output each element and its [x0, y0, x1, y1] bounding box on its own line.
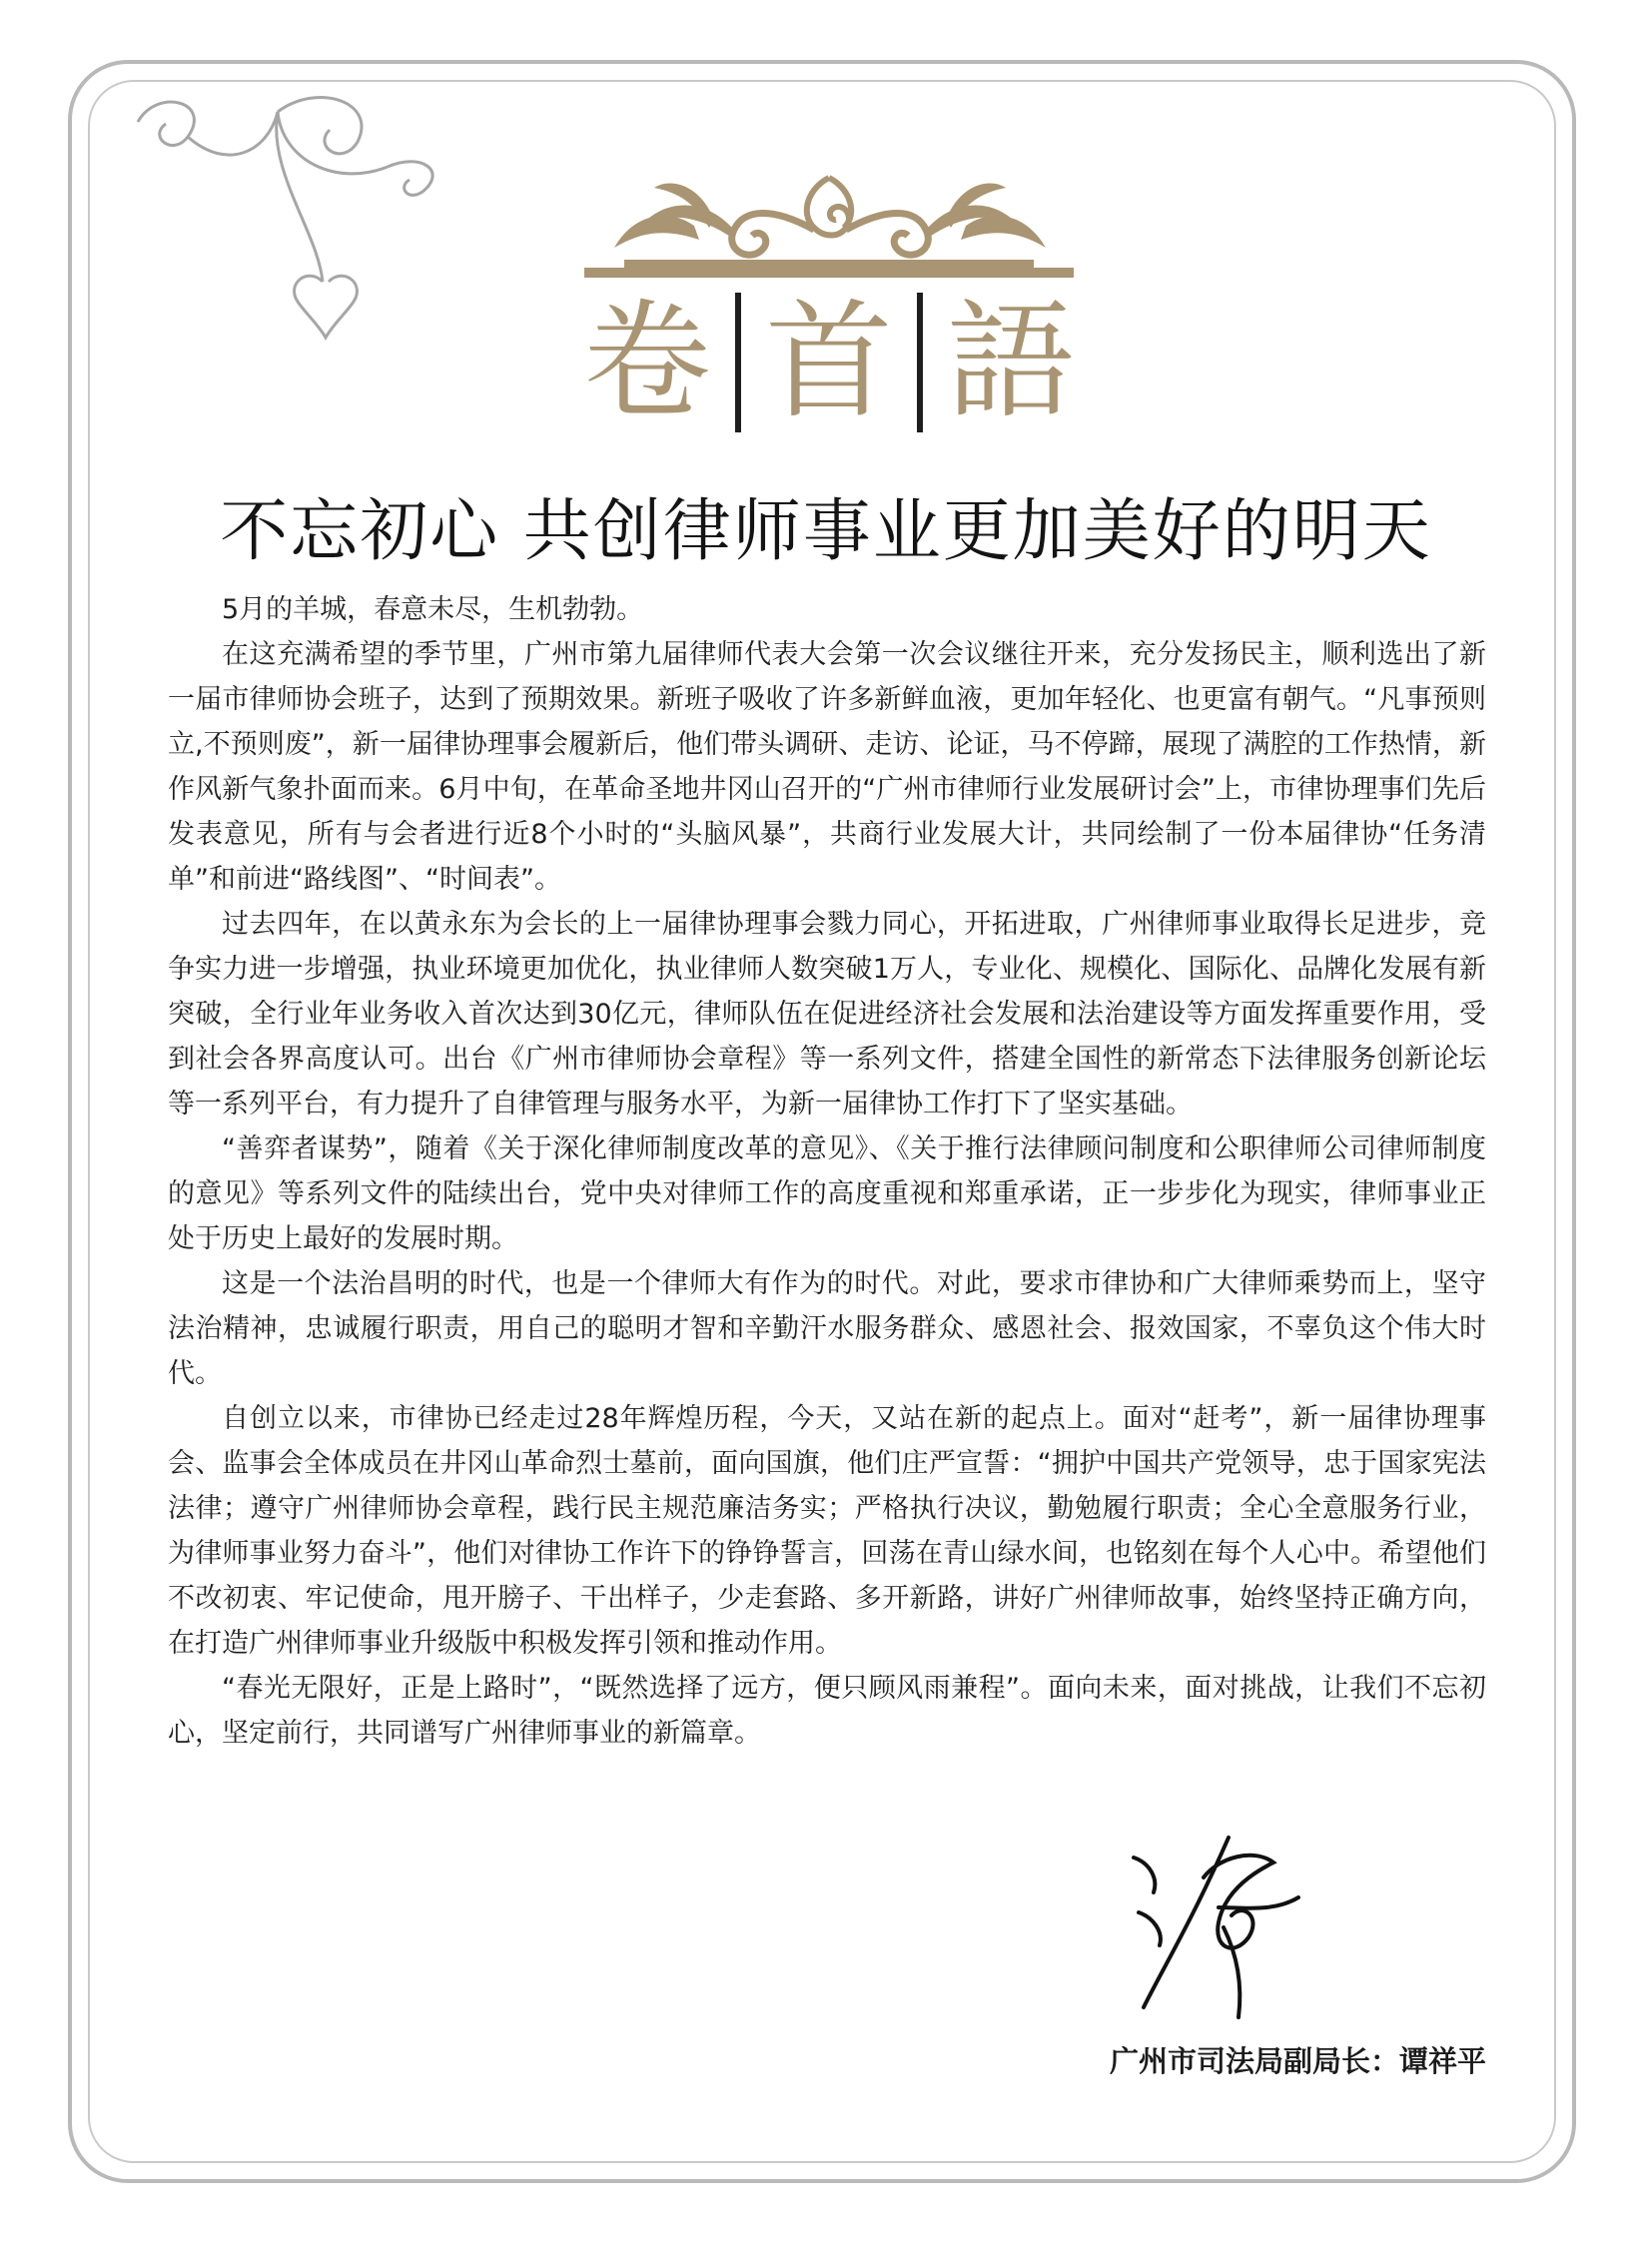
body-paragraph: 在这充满希望的季节里，广州市第九届律师代表大会第一次会议继往开来，充分发扬民主，顺利选出了新一届市律师协会班子，达到了预期效果。新班子吸收了许多新鲜血液，更加年轻化、也更富有朝气。“凡事预则立,不预则废”，新一届律协理事会履新后，他们带头调研、走访、论证，马不停蹄，展现了满腔的工作热情，新作风新气象扑面而来。6月中旬，在革命圣地井冈山召开的“广州市律师行业发展研讨会”上，市律协理事们先后发表意见，所有与会者进行近8个小时的“头脑风暴”，共商行业发展大计，共同绘制了一份本届律协“任务清单”和前进“路线图”、“时间表”。 [168, 639, 1486, 895]
handwritten-signature-icon [1124, 1818, 1323, 2027]
body-paragraph: “善弈者谋势”，随着《关于深化律师制度改革的意见》、《关于推行法律顾问制度和公职律师公司律师制度的意见》等系列文件的陆续出台，党中央对律师工作的高度重视和郑重承诺，正一步步化为现实，律师事业正处于历史上最好的发展时期。 [168, 1133, 1486, 1254]
body-paragraph: 5月的羊城，春意未尽，生机勃勃。 [222, 594, 644, 625]
body-paragraph: 过去四年，在以黄永东为会长的上一届律协理事会戮力同心，开拓进取，广州律师事业取得长足进步，竞争实力进一步增强，执业环境更加优化，执业律师人数突破1万人，专业化、规模化、国际化、品牌化发展有新突破，全行业年业务收入首次达到30亿元，律师队伍在促进经济社会发展和法治建设等方面发挥重要作用，受到社会各界高度认可。出台《广州市律师协会章程》等一系列文件，搭建全国性的新常态下法律服务创新论坛等一系列平台，有力提升了自律管理与服务水平，为新一届律协工作打下了坚实基础。 [168, 909, 1486, 1120]
swirl-heart-ornament-icon [118, 92, 457, 352]
article-headline: 不忘初心 共创律师事业更加美好的明天 [220, 492, 1432, 571]
section-title-char: 首 [764, 288, 893, 436]
article-body [168, 587, 1486, 1756]
section-title-char: 卷 [583, 288, 712, 436]
body-paragraph: 这是一个法治昌明的时代，也是一个律师大有作为的时代。对此，要求市律协和广大律师乘势而上，坚守法治精神，忠诚履行职责，用自己的聪明才智和辛勤汗水服务群众、感恩社会、报效国家，不辜负这个伟大时代。 [168, 1268, 1486, 1389]
section-title-char: 語 [946, 288, 1075, 436]
scroll-ornament-icon [584, 168, 1074, 280]
body-paragraph: 自创立以来，市律协已经走过28年辉煌历程，今天，又站在新的起点上。面对“赶考”，新一届律协理事会、监事会全体成员在井冈山革命烈士墓前，面向国旗，他们庄严宣誓：“拥护中国共产党领导，忠于国家宪法法律；遵守广州律师协会章程，践行民主规范廉洁务实；严格执行决议，勤勉履行职责；全心全意服务行业，为律师事业努力奋斗”，他们对律协工作许下的铮铮誓言，回荡在青山绿水间，也铭刻在每个人心中。希望他们不改初衷、牢记使命，甩开膀子、干出样子，少走套路、多开新路，讲好广州律师故事，始终坚持正确方向，在打造广州律师事业升级版中积极发挥引领和推动作用。 [168, 1403, 1486, 1659]
signature-attribution: 广州市司法局副局长：谭祥平 [1109, 2044, 1486, 2078]
body-paragraph: “春光无限好，正是上路时”，“既然选择了远方，便只顾风雨兼程”。面向未来，面对挑战，让我们不忘初心，坚定前行，共同谱写广州律师事业的新篇章。 [168, 1673, 1486, 1749]
header-rule [584, 268, 1074, 278]
section-title [559, 288, 1099, 437]
